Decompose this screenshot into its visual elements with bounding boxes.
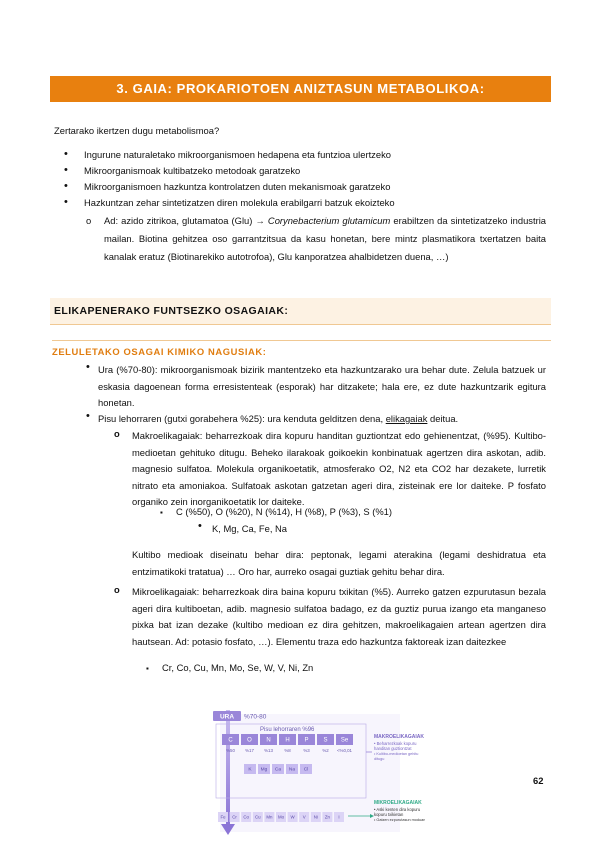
- ura-paragraph: Ura (%70-80): mikroorganismoak bizirik mantentzeko eta hazkuntzarako ura behar dute. Zelula batzuek ur eskasia dagoenean forma erresistenteak (esporak) har ditzakete; hala ere, ez dute hazkuntzarik egitura honetan.: [98, 364, 546, 408]
- micro-element-label: Zn: [324, 814, 330, 820]
- mikro-line-2: kopuru txikietan: [374, 812, 404, 817]
- macro-pct-label: %3: [303, 748, 310, 753]
- figure-arrow-shaft: [226, 710, 230, 826]
- micro-element-label: Ni: [313, 814, 318, 820]
- macro-element-label: S: [323, 737, 328, 744]
- makro-marker: o: [114, 428, 120, 439]
- makro-note: Kultibo medioak diseinatu behar dira: peptonak, legami aterakina (legami deshidratua eta entzimatikoki tratatua) … Oro har, aurreko osagai guztiak gehitu behar dira.: [132, 549, 546, 577]
- ion-element-label: Cl: [303, 767, 309, 773]
- ura-pct: %70-80: [244, 713, 267, 721]
- pisu-bullet: •: [86, 410, 90, 422]
- section-title: ELIKAPENERAKO FUNTSEZKO OSAGAIAK:: [50, 298, 551, 325]
- elikagaiak-term: elikagaiak: [385, 413, 428, 424]
- sub-example-text: [104, 212, 546, 266]
- pisu-pre: Pisu lehorraren (gutxi gorabehera %25): ura kenduta gelditzen dena,: [98, 413, 386, 424]
- makro-list1: C (%50), O (%20), N (%14), H (%8), P (%3), S (%1): [176, 506, 393, 517]
- intro-bullet-1: • Ingurune naturaletako mikroorganismoen hedapena eta funtzioa ulertzeko: [54, 148, 544, 164]
- species-name: Corynebacterium glutamicum: [267, 215, 391, 226]
- makro-list2: K, Mg, Ca, Fe, Na: [212, 523, 288, 534]
- micro-row: [218, 812, 344, 822]
- macro-element-label: H: [285, 737, 290, 744]
- intro-bullet-3: • Mikroorganismoen hazkuntza kontrolatzen duten mekanismoak garatzeko: [54, 180, 544, 196]
- micro-element-label: Cu: [254, 814, 261, 820]
- mikro-marker: o: [114, 584, 120, 595]
- ion-element-label: Na: [288, 767, 296, 773]
- macro-element-label: N: [266, 737, 271, 744]
- makro-list1-marker: ▪: [160, 508, 163, 517]
- makro-line-4: ditugu: [374, 757, 385, 761]
- micro-element-label: Mn: [266, 814, 273, 820]
- micro-element-label: Mo: [277, 814, 285, 820]
- pisu-paragraph: [98, 411, 546, 428]
- ion-element-label: Ca: [274, 767, 282, 773]
- macro-row: [222, 734, 353, 745]
- macro-pct-label: %50: [226, 748, 235, 753]
- mikro-list-marker: ▪: [146, 664, 149, 673]
- subsection-title: ZELULETAKO OSAGAI KIMIKO NAGUSIAK:: [52, 340, 551, 360]
- macro-pct-label: %17: [245, 748, 254, 753]
- makro-line-2: handitan guztiontzat: [374, 746, 412, 751]
- intro-bullet-2: • Mikroorganismoak kultibatzeko metodoak garatzeko: [54, 164, 544, 180]
- macro-pct-label: %8: [284, 748, 291, 753]
- micro-element-label: I: [338, 814, 340, 820]
- micro-element-label: W: [290, 814, 295, 820]
- ion-element-label: K: [248, 767, 252, 773]
- mikro-line-3: • Gatzen ezpurutasun moduan: [374, 818, 425, 822]
- mikro-list: Cr, Co, Cu, Mn, Mo, Se, W, V, Ni, Zn: [162, 662, 314, 673]
- makro-line-1: • Beharrezkoak kopuru: [374, 741, 417, 746]
- pisu-post: deitua.: [427, 413, 459, 424]
- macro-pct-label: %2: [322, 748, 329, 753]
- micro-element-label: Co: [243, 814, 250, 820]
- makro-line-3: • Kultibo-medioetan gehitu: [374, 752, 419, 756]
- macro-element-label: P: [304, 737, 309, 744]
- mikro-paragraph: Mikroelikagaiak: beharrezkoak dira baina kopuru txikitan (%5). Aurreko gatzen ezpurutasun bezala ageri dira kultiboetan, adib. magnesio sulfatoa badago, ez da guztiz purua izango eta manganeso pixka bat izan dezake (kultibo medioan ez dira gehitzen, makroelikagaien artean agertzen dira hautsean. Ad: potasio fosfato, …). Elementu traza edo hazkuntza faktoreak izan daitezkee: [132, 586, 546, 647]
- ion-element-label: Mg: [260, 767, 268, 773]
- intro-bullet-4: • Hazkuntzan zehar sintetizatzen diren molekula erabilgarri batzuk ekoizteko: [54, 196, 544, 212]
- makro-list2-marker: •: [198, 520, 202, 532]
- chapter-title: 3. GAIA: PROKARIOTOEN ANIZTASUN METABOLIKOA:: [50, 76, 551, 102]
- macro-element-label: C: [228, 737, 233, 744]
- sub-example: [86, 212, 546, 266]
- intro-question: Zertarako ikertzen dugu metabolismoa?: [54, 125, 220, 136]
- page-number: 62: [533, 775, 544, 786]
- ion-row: [244, 764, 312, 774]
- sub-example-marker: o: [86, 215, 92, 226]
- ura-box-label: URA: [219, 713, 235, 721]
- sub-example-post: erabiltzen da sintetizatzeko industria mailan. Biotina gehitzea oso garrantzitsua da kasu honetan, bere mintz plasmatikora txertatzen baita kanalak eratuz (Biotinarekiko autotrofoa), Glu kanporatzea ahalbidetzen duena, …): [104, 215, 546, 262]
- macro-element-label: Se: [340, 737, 349, 744]
- mikro-title: MIKROELIKAGAIAK: [374, 800, 422, 806]
- micro-element-label: V: [302, 814, 306, 820]
- macro-element-label: O: [247, 737, 252, 744]
- macro-pct-label: %13: [264, 748, 273, 753]
- makro-title: MAKROELIKAGAIAK: [374, 734, 424, 740]
- ura-bullet: •: [86, 361, 90, 373]
- elements-figure: [210, 708, 425, 836]
- macro-pct-label: <%0,01: [336, 748, 353, 753]
- sub-example-pre: Ad: azido zitrikoa, glutamatoa (Glu) →: [104, 215, 268, 226]
- pisu-label: Pisu lehorraren %96: [260, 727, 315, 733]
- mikro-line-1: • Aski kenten dira kopuru: [374, 807, 421, 812]
- micro-element-label: Fe: [220, 814, 226, 820]
- micro-element-label: Cr: [232, 814, 237, 820]
- intro-bullet-list: [54, 148, 544, 212]
- makro-paragraph: Makroelikagaiak: beharrezkoak dira kopuru handitan guztiontzat edo gehienentzat, (%95). Kultibo-medioetan gehituko ditugu. Beheko ilarakoak goikoekin konbinatuak agertzen dira askotan, adib. magnesio sulfatoa. Molekula organikoetatik, atmosferako O2, N2 eta CO2 har dezakete, lurretik nitrato eta amoniakoa. Sulfatoak askotan gatzetan ageri dira, zisteinak ere lor daiteke. P fosfato organiko zein inorganikoetatik lor daiteke.: [132, 430, 546, 507]
